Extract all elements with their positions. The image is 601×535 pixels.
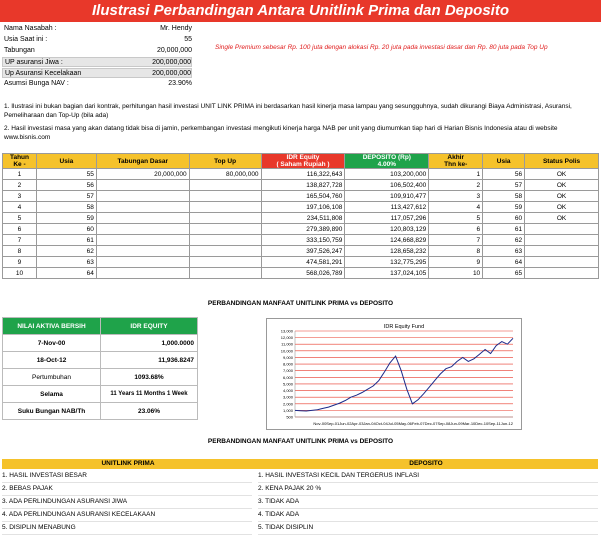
cell-usia2: 63: [483, 246, 525, 257]
cell-usia2: 59: [483, 202, 525, 213]
info-value: 20,000,000: [156, 47, 192, 54]
cell-usia2: 64: [483, 257, 525, 268]
cell-status: OK: [525, 180, 599, 191]
cell-usia2: 57: [483, 180, 525, 191]
cell-topup: [189, 268, 261, 279]
col-usia: Usia: [36, 154, 96, 169]
cell-tabungan: [96, 268, 189, 279]
info-label: Asumsi Bunga NAV :: [4, 80, 69, 87]
info-row: [2, 57, 192, 67]
cell-topup: [189, 202, 261, 213]
info-label: Usia Saat ini :: [4, 36, 48, 43]
info-value: 200,000,000: [152, 70, 191, 77]
cell-dep: 103,200,000: [345, 169, 429, 180]
cell-status: [525, 246, 599, 257]
nab-date-start: 7-Nov-00: [3, 335, 101, 352]
y-tick-label: 5,000: [282, 381, 293, 387]
cell-usia2: 61: [483, 224, 525, 235]
cell-usia2: 56: [483, 169, 525, 180]
y-tick-label: 2,000: [282, 401, 293, 407]
cell-usia: 57: [36, 191, 96, 202]
info-row: [2, 68, 192, 78]
cell-akhir: 4: [429, 202, 483, 213]
y-tick-label: 11,000: [281, 341, 293, 347]
nab-value-start: 1,000.0000: [101, 335, 198, 352]
cell-tabungan: [96, 202, 189, 213]
info-row: [2, 35, 192, 45]
cell-ke: 1: [3, 169, 37, 180]
page-title: Ilustrasi Perbandingan Antara Unitlink Prima dan Deposito: [0, 0, 601, 22]
cell-tabungan: 20,000,000: [96, 169, 189, 180]
idr-equity-header: IDR EQUITY: [101, 318, 198, 335]
info-label: Nama Nasabah :: [4, 25, 57, 32]
cell-akhir: 6: [429, 224, 483, 235]
cell-status: [525, 224, 599, 235]
cell-ke: 5: [3, 213, 37, 224]
table-row: [3, 268, 599, 279]
list-item: 1. HASIL INVESTASI BESAR: [2, 470, 252, 483]
cell-topup: [189, 235, 261, 246]
cell-tabungan: [96, 257, 189, 268]
table-row: [3, 257, 599, 268]
col-deposito: DEPOSITO (Rp) 4.00%: [345, 154, 429, 169]
list-item: 2. BEBAS PAJAK: [2, 483, 252, 496]
list-item: 3. TIDAK ADA: [258, 496, 598, 509]
table-row: [3, 246, 599, 257]
rate-value: 23.06%: [101, 403, 198, 420]
cell-ke: 8: [3, 246, 37, 257]
cell-status: [525, 268, 599, 279]
cell-topup: [189, 246, 261, 257]
list-item: 4. ADA PERLINDUNGAN ASURANSI KECELAKAAN: [2, 509, 252, 522]
y-tick-label: 6,000: [282, 374, 293, 380]
cell-tabungan: [96, 224, 189, 235]
cell-topup: [189, 257, 261, 268]
x-tick-labels: Nov-00Sep-01Jun-02Apr-03Jan-04Oct-04Jul-05May-06Feb-07Dec-07Sep-08Jun-09Mar-10Dec-10Sep-11Jun-12: [313, 421, 513, 426]
info-row: [2, 46, 192, 56]
table-row: [3, 235, 599, 246]
period-label: Selama: [3, 386, 101, 403]
cell-usia: 60: [36, 224, 96, 235]
y-tick-label: 10,000: [280, 348, 293, 354]
y-tick-label: 500: [286, 414, 293, 420]
nab-table: [2, 317, 198, 420]
cell-topup: [189, 224, 261, 235]
col-tabungan: Tabungan Dasar: [96, 154, 189, 169]
cell-usia2: 65: [483, 268, 525, 279]
chart-svg: [267, 319, 521, 429]
cell-tabungan: [96, 213, 189, 224]
rate-label: Suku Bungan NAB/Th: [3, 403, 101, 420]
cell-topup: [189, 191, 261, 202]
cell-idr: 568,026,789: [261, 268, 345, 279]
note-1: 1. Ilustrasi ini bukan bagian dari kontrak, perhitungan hasil investasi UNIT LINK PRIMA ini berdasarkan hasil kinerja masa lampau yang sesungguhnya, sudah dikurangi Biaya Administrasi, Asuransi, Pemeliharaan dan Top-Up (bila ada): [4, 103, 572, 119]
cell-status: OK: [525, 202, 599, 213]
list-item: 4. TIDAK ADA: [258, 509, 598, 522]
cell-ke: 2: [3, 180, 37, 191]
cell-usia: 63: [36, 257, 96, 268]
table-row: [3, 169, 599, 180]
info-value: Mr. Hendy: [160, 25, 192, 32]
cell-akhir: 8: [429, 246, 483, 257]
deposito-drawbacks: [258, 470, 598, 535]
cell-status: OK: [525, 169, 599, 180]
list-item: 5. TIDAK DISIPLIN: [258, 522, 598, 535]
cell-status: [525, 257, 599, 268]
cell-usia: 55: [36, 169, 96, 180]
cell-dep: 113,427,612: [345, 202, 429, 213]
period-value: 11 Years 11 Months 1 Week: [101, 386, 198, 403]
cell-idr: 165,504,760: [261, 191, 345, 202]
growth-value: 1093.68%: [101, 369, 198, 386]
cell-ke: 10: [3, 268, 37, 279]
cell-idr: 138,827,728: [261, 180, 345, 191]
cell-idr: 234,511,808: [261, 213, 345, 224]
table-row: [3, 213, 599, 224]
list-item: 3. ADA PERLINDUNGAN ASURANSI JIWA: [2, 496, 252, 509]
cell-topup: 80,000,000: [189, 169, 261, 180]
info-label: Up Asuransi Kecelakaan: [5, 70, 82, 77]
col-topup: Top Up: [189, 154, 261, 169]
cell-tabungan: [96, 180, 189, 191]
col-status: Status Polis: [525, 154, 599, 169]
y-tick-label: 9,000: [282, 354, 293, 360]
growth-label: Pertumbuhan: [3, 369, 101, 386]
cell-akhir: 10: [429, 268, 483, 279]
note-2: 2. Hasil investasi masa yang akan datang tidak bisa di jamin, perkembangan investasi mengikuti kinerja harga NAB per unit yang diumumkan tiap hari di Harian Bisnis Indonesia atau di website www.bisnis.com: [4, 125, 558, 141]
info-value: 200,000,000: [152, 59, 191, 66]
cell-dep: 106,502,400: [345, 180, 429, 191]
section-title-1: PERBANDINGAN MANFAAT UNITLINK PRIMA vs DEPOSITO: [207, 300, 394, 307]
y-tick-label: 12,000: [280, 335, 293, 341]
idr-equity-chart: [266, 318, 522, 430]
cell-usia2: 60: [483, 213, 525, 224]
cell-usia: 58: [36, 202, 96, 213]
info-row: [2, 79, 192, 89]
cell-ke: 4: [3, 202, 37, 213]
cell-status: OK: [525, 213, 599, 224]
cell-tabungan: [96, 191, 189, 202]
cell-usia2: 58: [483, 191, 525, 202]
cell-usia: 61: [36, 235, 96, 246]
deposito-header: DEPOSITO: [254, 459, 598, 469]
cell-akhir: 5: [429, 213, 483, 224]
info-value: 23.90%: [168, 80, 192, 87]
col-akhir: Akhir Thn ke-: [429, 154, 483, 169]
chart-title: IDR Equity Fund: [383, 324, 425, 330]
y-tick-label: 13,000: [280, 328, 293, 334]
info-label: UP asuransi Jiwa :: [5, 59, 63, 66]
table-row: [3, 180, 599, 191]
cell-status: [525, 235, 599, 246]
cell-idr: 197,106,108: [261, 202, 345, 213]
cell-akhir: 2: [429, 180, 483, 191]
cell-ke: 6: [3, 224, 37, 235]
cell-akhir: 9: [429, 257, 483, 268]
list-item: 5. DISIPLIN MENABUNG: [2, 522, 252, 535]
col-idr-equity: IDR Equity ( Saham Rupiah ): [261, 154, 345, 169]
projection-table: [2, 153, 599, 279]
table-row: [3, 224, 599, 235]
cell-akhir: 1: [429, 169, 483, 180]
cell-dep: 124,668,829: [345, 235, 429, 246]
cell-tabungan: [96, 246, 189, 257]
y-tick-label: 3,000: [282, 394, 293, 400]
cell-dep: 109,910,477: [345, 191, 429, 202]
cell-dep: 120,803,129: [345, 224, 429, 235]
unitlink-benefits: [2, 470, 252, 535]
col-usia-akhir: Usia: [483, 154, 525, 169]
cell-tabungan: [96, 235, 189, 246]
cell-topup: [189, 180, 261, 191]
cell-dep: 137,024,105: [345, 268, 429, 279]
cell-dep: 128,658,232: [345, 246, 429, 257]
info-label: Tabungan: [4, 47, 35, 54]
info-row: [2, 24, 192, 34]
cell-idr: 474,581,291: [261, 257, 345, 268]
nab-header: NILAI AKTIVA BERSIH: [3, 318, 101, 335]
section-title-2: PERBANDINGAN MANFAAT UNITLINK PRIMA vs DEPOSITO: [207, 438, 394, 445]
list-item: 2. KENA PAJAK 20 %: [258, 483, 598, 496]
nab-date-end: 18-Oct-12: [3, 352, 101, 369]
cell-ke: 9: [3, 257, 37, 268]
cell-usia: 64: [36, 268, 96, 279]
cell-dep: 132,775,295: [345, 257, 429, 268]
table-row: [3, 202, 599, 213]
cell-usia: 62: [36, 246, 96, 257]
cell-usia2: 62: [483, 235, 525, 246]
cell-ke: 3: [3, 191, 37, 202]
cell-akhir: 3: [429, 191, 483, 202]
y-tick-label: 4,000: [282, 388, 293, 394]
cell-ke: 7: [3, 235, 37, 246]
table-row: [3, 191, 599, 202]
unitlink-header: UNITLINK PRIMA: [2, 459, 254, 469]
cell-status: OK: [525, 191, 599, 202]
cell-idr: 397,526,247: [261, 246, 345, 257]
nab-value-end: 11,936.8247: [101, 352, 198, 369]
cell-idr: 116,322,643: [261, 169, 345, 180]
info-value: 55: [184, 36, 192, 43]
cell-usia: 56: [36, 180, 96, 191]
cell-idr: 279,389,890: [261, 224, 345, 235]
y-tick-label: 8,000: [282, 361, 293, 367]
cell-akhir: 7: [429, 235, 483, 246]
col-tahun: Tahun Ke -: [3, 154, 37, 169]
cell-idr: 333,150,759: [261, 235, 345, 246]
single-premium-note: Single Premium sebesar Rp. 100 juta dengan alokasi Rp. 20 juta pada investasi dasar dan Rp. 80 juta pada Top Up: [215, 44, 548, 51]
cell-topup: [189, 213, 261, 224]
cell-dep: 117,057,296: [345, 213, 429, 224]
y-tick-label: 1,000: [282, 407, 293, 413]
series-line: [295, 338, 513, 411]
cell-usia: 59: [36, 213, 96, 224]
list-item: 1. HASIL INVESTASI KECIL DAN TERGERUS INFLASI: [258, 470, 598, 483]
y-tick-label: 7,000: [282, 368, 293, 374]
